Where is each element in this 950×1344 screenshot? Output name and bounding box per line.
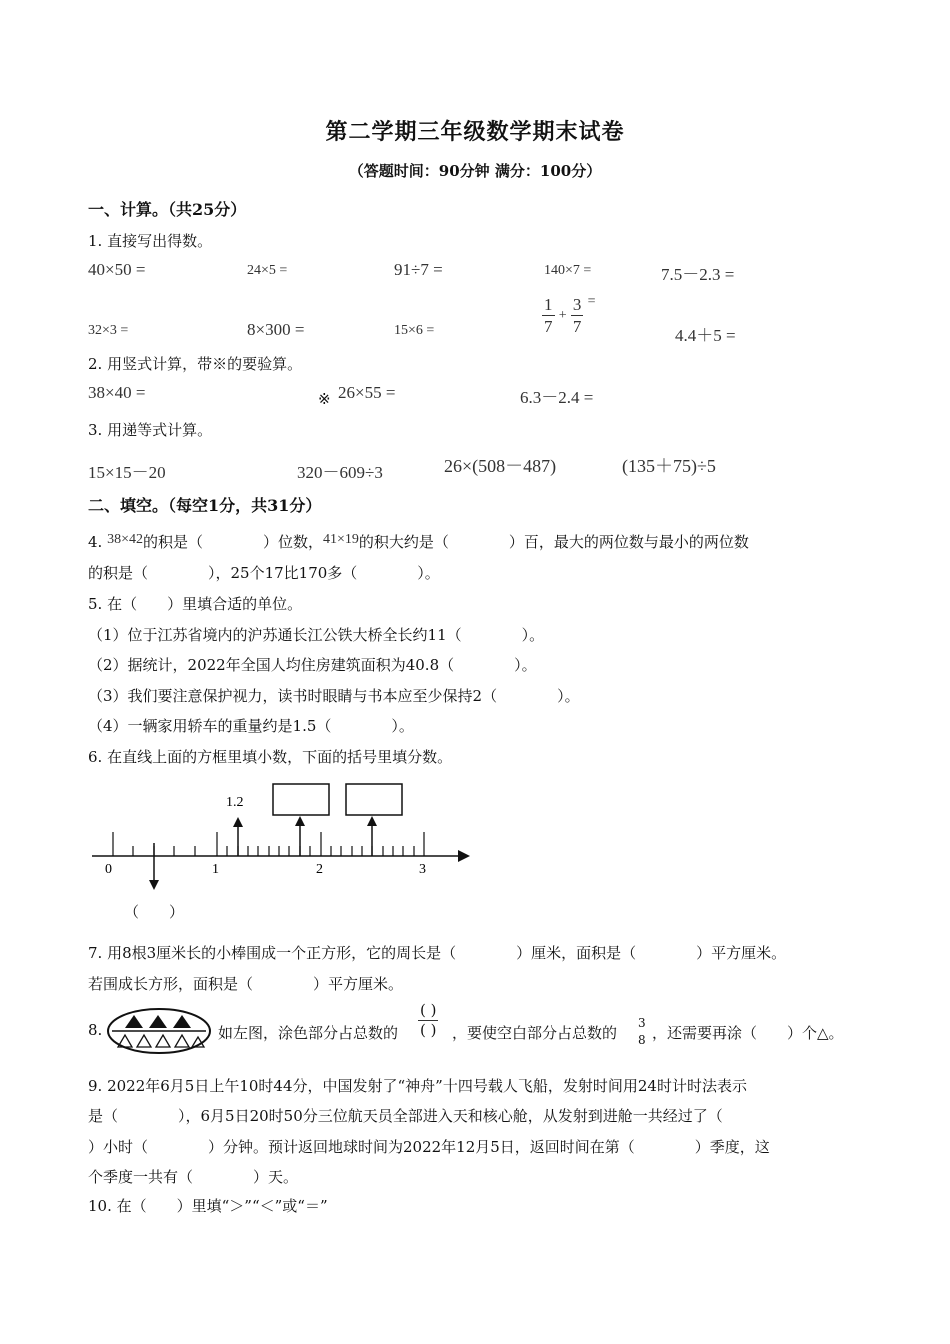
- axis-arrow-icon: [458, 850, 470, 862]
- tick-marks: [113, 832, 424, 856]
- q10-label: 10. 在（ ）里填“＞”“＜”或“＝”: [88, 1197, 328, 1215]
- q9-line: 是（ ），6月5日20时50分三位航天员全部进入天和核心舱，从发射到进舱一共经过了（: [88, 1107, 723, 1125]
- q7-line1: 7. 用8根3厘米长的小棒围成一个正方形，它的周长是（ ）厘米，面积是（ ）平方厘米。: [88, 944, 787, 962]
- fraction: [542, 296, 555, 335]
- tick-label-3: 3: [419, 862, 426, 877]
- shaded-triangles: [125, 1015, 191, 1028]
- q6-label: 6. 在直线上面的方框里填小数，下面的括号里填分数。: [88, 748, 453, 766]
- q8-text-c: ，还需要再涂（ ）个△。: [652, 1024, 844, 1042]
- q9-line: ）小时（ ）分钟。预计返回地球时间为2022年12月5日，返回时间在第（ ）季度，这: [88, 1138, 770, 1156]
- q5-item: （4）一辆家用轿车的重量约是1.5（ ）。: [88, 717, 414, 735]
- q1-item: 40×50 =: [88, 260, 146, 279]
- tick-label-0: 0: [105, 862, 112, 877]
- fraction-denominator: 7: [572, 316, 582, 336]
- tick-label-2: 2: [316, 862, 323, 877]
- q2-label: 2. 用竖式计算，带※的要验算。: [88, 355, 303, 373]
- q3-item: 320－609÷3: [297, 463, 383, 482]
- answer-box[interactable]: [346, 784, 402, 815]
- tick-label-1: 1: [212, 862, 219, 877]
- q1-item: 15×6 =: [394, 323, 435, 338]
- filled-triangle-icon: [125, 1015, 143, 1028]
- q8-fraction: [636, 1017, 648, 1046]
- exam-info: （答题时间：90分钟 满分：100分）: [348, 162, 602, 180]
- fraction-numerator: 1: [544, 294, 553, 314]
- q3-item: 26×(508－487): [444, 456, 557, 476]
- blank-denominator[interactable]: ( ): [420, 1021, 437, 1039]
- q8-blank-fraction[interactable]: [418, 1003, 438, 1038]
- empty-triangle-icon: [156, 1035, 170, 1047]
- q3-item: (135＋75)÷5: [622, 456, 716, 476]
- empty-triangle-icon: [175, 1035, 189, 1047]
- q1-item: 32×3 =: [88, 323, 129, 338]
- q5-label: 5. 在（ ）里填合适的单位。: [88, 595, 303, 613]
- q4-text: 的积是（ ）位数，: [143, 533, 324, 551]
- q2-item: 6.3－2.4 =: [520, 388, 594, 407]
- q4-expression: 41×19: [323, 532, 359, 547]
- q4-line2: 的积是（ ），25个17比170多（ ）。: [88, 564, 440, 582]
- q3-label: 3. 用递等式计算。: [88, 421, 213, 439]
- fraction-denominator: 7: [544, 316, 553, 336]
- q1-item: 7.5－2.3 =: [661, 265, 735, 284]
- question-number: 4.: [88, 533, 103, 551]
- q8-text-b: ，要使空白部分占总数的: [452, 1024, 618, 1042]
- fraction-answer-bracket[interactable]: （ ）: [124, 903, 185, 921]
- q2-item: 38×40 =: [88, 383, 146, 402]
- page-title: 第二学期三年级数学期末试卷: [325, 119, 625, 145]
- blank-triangles: [118, 1035, 204, 1047]
- q5-item: （1）位于江苏省境内的沪苏通长江公铁大桥全长约11（ ）。: [88, 626, 545, 644]
- fraction-numerator: 3: [572, 294, 582, 314]
- equals-sign: =: [587, 294, 596, 309]
- q1-item: 4.4＋5 =: [675, 326, 736, 345]
- filled-triangle-icon: [149, 1015, 167, 1028]
- q8-text-a: 如左图，涂色部分占总数的: [218, 1024, 399, 1042]
- empty-triangle-icon: [137, 1035, 151, 1047]
- q1-fraction-sum: [542, 294, 596, 335]
- q4-text: 的积大约是（ ）百，最大的两位数与最小的两位数: [358, 533, 749, 551]
- blank-fraction[interactable]: [418, 1003, 438, 1038]
- q1-item: 91÷7 =: [394, 260, 443, 279]
- section-1-heading: 一、计算。（共25分）: [88, 200, 247, 219]
- q5-item: （2）据统计，2022年全国人均住房建筑面积为40.8（ ）。: [88, 656, 537, 674]
- marker-label: 1.2: [226, 795, 244, 810]
- q2-item: 26×55 =: [338, 383, 396, 402]
- q4-expression: 38×42: [107, 532, 143, 547]
- q9-line: 个季度一共有（ ）天。: [88, 1168, 299, 1186]
- q3-item: 15×15－20: [88, 463, 166, 482]
- q1-label: 1. 直接写出得数。: [88, 232, 213, 250]
- q5-item: （3）我们要注意保护视力，读书时眼睛与书本应至少保持2（ ）。: [88, 687, 580, 705]
- verify-mark: ※: [318, 390, 331, 408]
- fraction-numerator: 3: [638, 1016, 646, 1030]
- q1-item: 24×5 =: [247, 263, 288, 278]
- blank-numerator[interactable]: ( ): [420, 1001, 437, 1019]
- fraction: [571, 296, 584, 335]
- q4-line1: [88, 531, 749, 552]
- q7-line2: 若围成长方形，面积是（ ）平方厘米。: [88, 975, 404, 993]
- fraction: [636, 1017, 648, 1046]
- q9-line: 9. 2022年6月5日上午10时44分，中国发射了“神舟”十四号载人飞船，发射时间用24时计时法表示: [88, 1077, 747, 1095]
- q1-item: 8×300 =: [247, 320, 305, 339]
- question-number: 8.: [88, 1021, 103, 1039]
- triangle-oval-figure: [106, 1007, 212, 1055]
- filled-triangle-icon: [173, 1015, 191, 1028]
- answer-box[interactable]: [273, 784, 329, 815]
- plus-sign: +: [558, 308, 567, 323]
- q1-item: 140×7 =: [544, 263, 592, 278]
- fraction-denominator: 8: [638, 1033, 646, 1047]
- section-2-heading: 二、填空。（每空1分，共31分）: [88, 496, 322, 515]
